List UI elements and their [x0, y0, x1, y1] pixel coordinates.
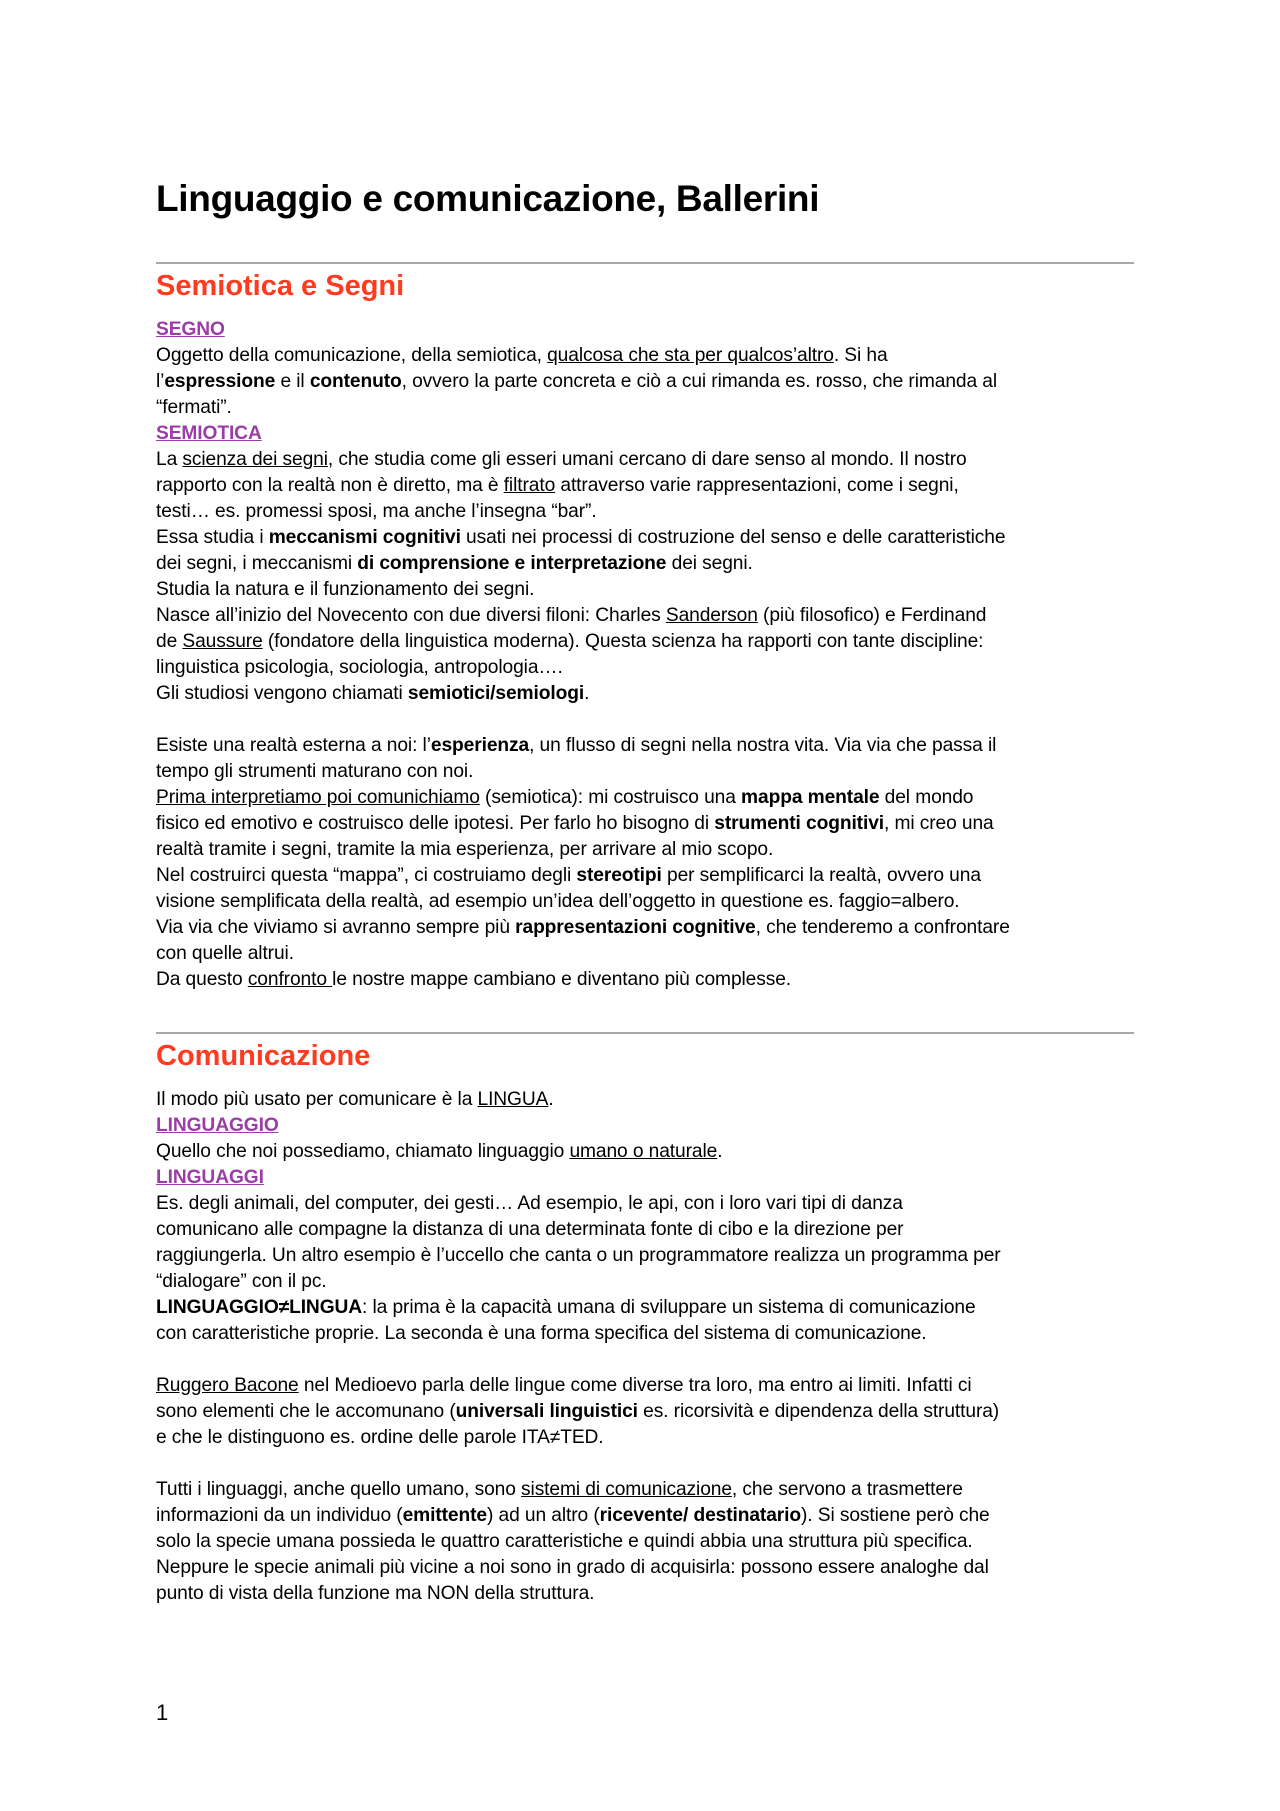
text-line: LINGUAGGIO≠LINGUA: la prima è la capacità umana di sviluppare un sistema di comunicazione: [156, 1297, 976, 1318]
text-line: Via via che viviamo si avranno sempre più rappresentazioni cognitive, che tenderemo a confrontare: [156, 917, 1010, 938]
text-line: informazioni da un individuo (emittente) ad un altro (ricevente/ destinatario). Si sostiene però che: [156, 1505, 990, 1526]
text-line: Nel costruirci questa “mappa”, ci costruiamo degli stereotipi per semplificarci la realtà, ovvero una: [156, 865, 981, 886]
section-divider: [156, 1032, 1134, 1034]
text-line: de Saussure (fondatore della linguistica moderna). Questa scienza ha rapporti con tante discipline:: [156, 631, 984, 652]
text-line: realtà tramite i segni, tramite la mia esperienza, per arrivare al mio scopo.: [156, 839, 774, 860]
section-heading-comunicazione: Comunicazione: [156, 1040, 371, 1072]
text-line: solo la specie umana possieda le quattro caratteristiche e quindi abbia una struttura più specifica.: [156, 1531, 973, 1552]
text-line: testi… es. promessi sposi, ma anche l’insegna “bar”.: [156, 501, 597, 522]
section-body-semiotica: [156, 317, 1134, 993]
text-line: Esiste una realtà esterna a noi: l’esperienza, un flusso di segni nella nostra vita. Via via che passa il: [156, 735, 997, 756]
text-line: raggiungerla. Un altro esempio è l’uccello che canta o un programmatore realizza un programma per: [156, 1245, 1001, 1266]
text-line: Neppure le specie animali più vicine a noi sono in grado di acquisirla: possono essere analoghe dal: [156, 1557, 989, 1578]
section-divider: [156, 262, 1134, 264]
text-line: Gli studiosi vengono chiamati semiotici/semiologi.: [156, 683, 590, 704]
text-line: Il modo più usato per comunicare è la LINGUA.: [156, 1089, 554, 1110]
term-label-linguaggi: LINGUAGGI: [156, 1167, 264, 1188]
section-heading-semiotica: Semiotica e Segni: [156, 270, 405, 302]
text-line: Essa studia i meccanismi cognitivi usati nei processi di costruzione del senso e delle caratteristiche: [156, 527, 1006, 548]
text-line: Es. degli animali, del computer, dei gesti… Ad esempio, le api, con i loro vari tipi di danza: [156, 1193, 903, 1214]
text-line: tempo gli strumenti maturano con noi.: [156, 761, 474, 782]
text-line: Oggetto della comunicazione, della semiotica, qualcosa che sta per qualcos’altro. Si ha: [156, 345, 888, 366]
text-line: “dialogare” con il pc.: [156, 1271, 327, 1292]
term-label-linguaggio: LINGUAGGIO: [156, 1115, 279, 1136]
page-number: 1: [156, 1700, 169, 1725]
text-line: linguistica psicologia, sociologia, antropologia….: [156, 657, 563, 678]
document-title: Linguaggio e comunicazione, Ballerini: [156, 178, 820, 219]
text-line: dei segni, i meccanismi di comprensione e interpretazione dei segni.: [156, 553, 753, 574]
text-line: La scienza dei segni, che studia come gli esseri umani cercano di dare senso al mondo. Il nostro: [156, 449, 967, 470]
text-line: Tutti i linguaggi, anche quello umano, sono sistemi di comunicazione, che servono a trasmettere: [156, 1479, 963, 1500]
text-line: visione semplificata della realtà, ad esempio un’idea dell’oggetto in questione es. faggio=albero.: [156, 891, 960, 912]
term-label-segno: SEGNO: [156, 319, 225, 340]
section-body-comunicazione: [156, 1087, 1134, 1607]
text-line: rapporto con la realtà non è diretto, ma è filtrato attraverso varie rappresentazioni, come i segni,: [156, 475, 959, 496]
text-line: Da questo confronto le nostre mappe cambiano e diventano più complesse.: [156, 969, 792, 990]
text-line: sono elementi che le accomunano (universali linguistici es. ricorsività e dipendenza della struttura): [156, 1401, 1000, 1422]
text-line: comunicano alle compagne la distanza di una determinata fonte di cibo e la direzione per: [156, 1219, 904, 1240]
text-line: Studia la natura e il funzionamento dei segni.: [156, 579, 535, 600]
text-line: Nasce all’inizio del Novecento con due diversi filoni: Charles Sanderson (più filosofico) e Ferdinand: [156, 605, 987, 626]
text-line: con quelle altrui.: [156, 943, 294, 964]
text-line: punto di vista della funzione ma NON della struttura.: [156, 1583, 595, 1604]
text-line: con caratteristiche proprie. La seconda è una forma specifica del sistema di comunicazione.: [156, 1323, 927, 1344]
text-line: l’espressione e il contenuto, ovvero la parte concreta e ciò a cui rimanda es. rosso, che rimanda al: [156, 371, 998, 392]
text-line: e che le distinguono es. ordine delle parole ITA≠TED.: [156, 1427, 604, 1448]
term-label-semiotica: SEMIOTICA: [156, 423, 262, 444]
text-line: fisico ed emotivo e costruisco delle ipotesi. Per farlo ho bisogno di strumenti cognitivi, mi creo una: [156, 813, 994, 834]
text-line: “fermati”.: [156, 397, 232, 418]
text-line: Ruggero Bacone nel Medioevo parla delle lingue come diverse tra loro, ma entro ai limiti. Infatti ci: [156, 1375, 972, 1396]
text-line: Prima interpretiamo poi comunichiamo (semiotica): mi costruisco una mappa mentale del mondo: [156, 787, 974, 808]
text-line: Quello che noi possediamo, chiamato linguaggio umano o naturale.: [156, 1141, 723, 1162]
